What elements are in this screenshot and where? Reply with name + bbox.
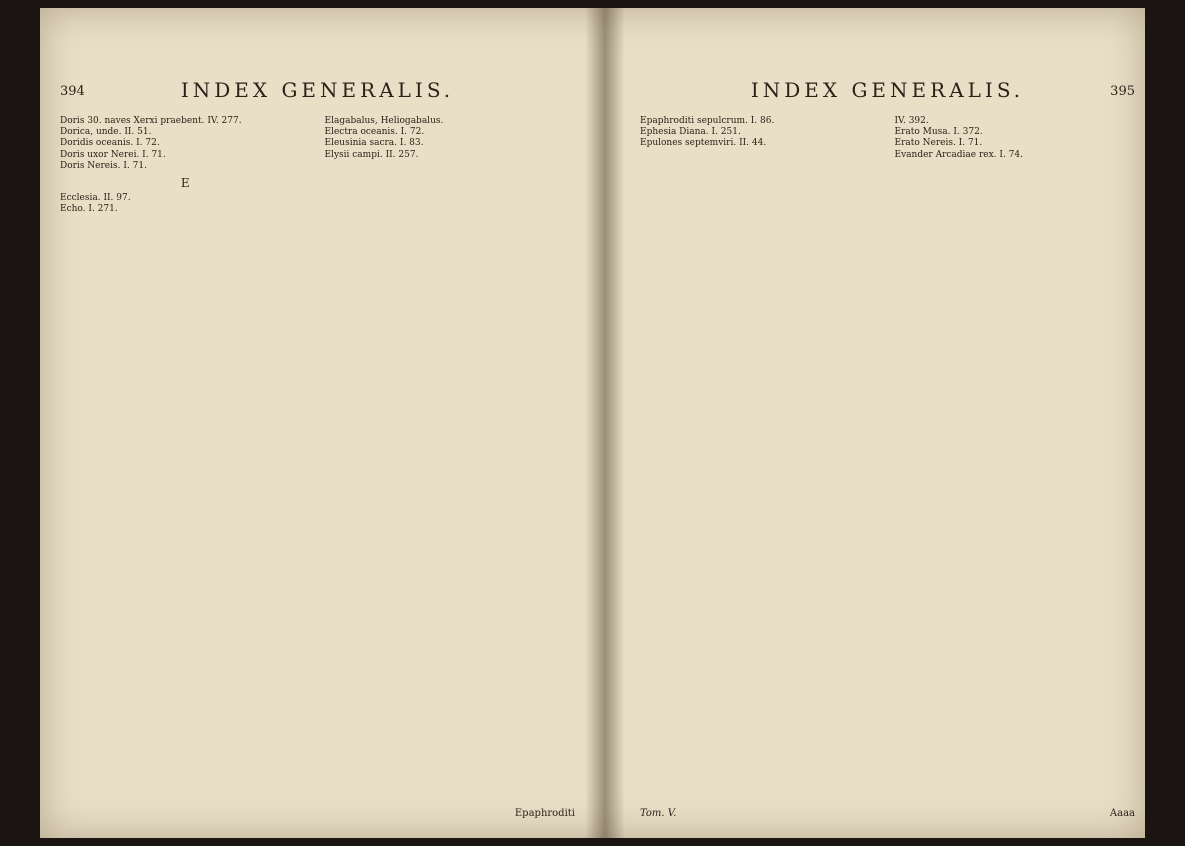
right-page	[640, 8, 1135, 838]
index-entry: Dorica, unde. II. 51.	[60, 127, 152, 138]
index-entry: Eleusinia sacra. I. 83.	[324, 138, 424, 149]
index-entry: Doris Nereis. I. 71.	[60, 160, 147, 171]
right-column-b	[895, 116, 1136, 806]
book-gutter	[585, 8, 625, 838]
left-page-header	[60, 78, 575, 116]
left-page-title: INDEX GENERALIS.	[180, 78, 455, 102]
left-column-a	[60, 116, 311, 806]
index-entry: Erato Nereis. I. 71.	[894, 138, 983, 149]
index-entry: Ecclesia. II. 97.	[60, 193, 131, 204]
index-entry: Echo. I. 271.	[60, 204, 118, 215]
index-entry: Doris uxor Nerei. I. 71.	[60, 149, 166, 160]
right-page-title: INDEX GENERALIS.	[750, 78, 1025, 102]
right-page-number: 395	[1110, 84, 1135, 99]
index-entry: Elagabalus, Heliogabalus.	[324, 116, 444, 126]
index-entry: Doridis oceanis. I. 72.	[60, 138, 160, 149]
open-book	[40, 8, 1145, 838]
catchword: Epaphroditi	[514, 808, 575, 819]
index-entry: Doris 30. naves Xerxi praebent. IV. 277.	[60, 116, 242, 126]
left-page-number: 394	[60, 84, 85, 99]
index-entry: IV. 392.	[894, 116, 929, 126]
signature-mark: Aaaa	[1109, 808, 1135, 819]
left-page	[60, 8, 575, 838]
index-entry: Evander Arcadiae rex. I. 74.	[894, 149, 1023, 160]
index-entry: Ephesia Diana. I. 251.	[640, 127, 741, 138]
index-entry: Epaphroditi sepulcrum. I. 86.	[640, 116, 775, 126]
index-entry: Epulones septemviri. II. 44.	[640, 138, 767, 149]
index-entry: Electra oceanis. I. 72.	[324, 127, 425, 138]
left-columns	[60, 116, 575, 806]
right-columns	[640, 116, 1135, 806]
right-page-header	[640, 78, 1135, 116]
index-entry: Erato Musa. I. 372.	[894, 127, 983, 138]
section-letter: E	[180, 176, 190, 191]
left-column-b	[325, 116, 576, 806]
index-entry: Elysii campi. II. 257.	[324, 149, 419, 160]
right-column-a	[640, 116, 881, 806]
volume-label: Tom. V.	[640, 808, 677, 819]
